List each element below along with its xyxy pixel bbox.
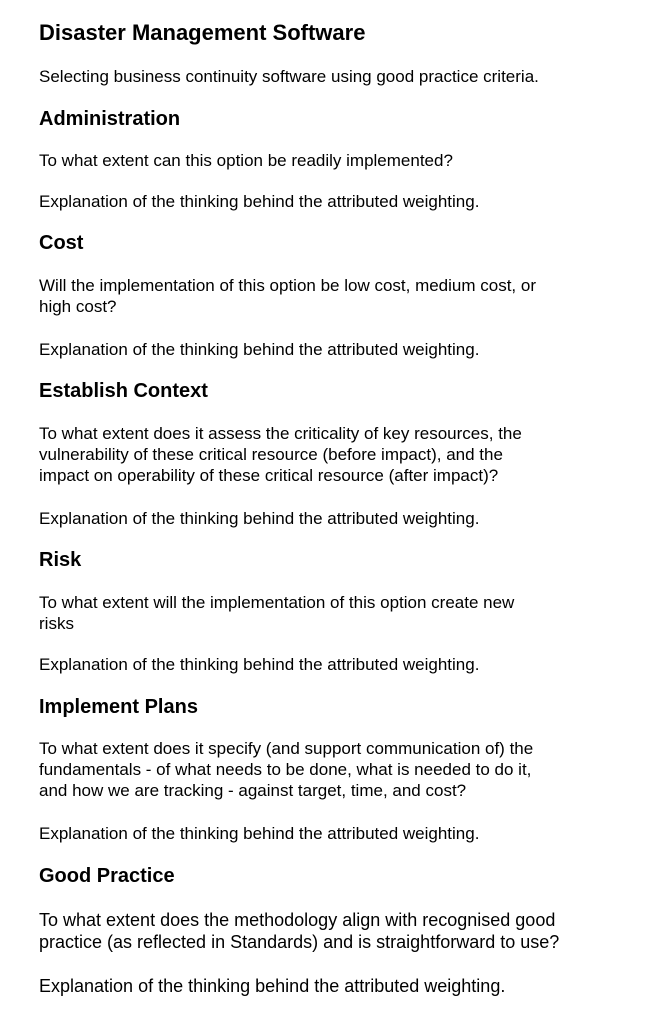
page-title: Disaster Management Software xyxy=(39,20,366,45)
section-heading: Risk xyxy=(39,549,82,571)
section-heading: Administration xyxy=(39,108,181,130)
section-heading: Implement Plans xyxy=(39,696,198,718)
section-explanation: Explanation of the thinking behind the attributed weighting. xyxy=(39,824,480,843)
section-heading: Good Practice xyxy=(39,865,175,887)
section-question: Will the implementation of this option be low cost, medium cost, or high cost? xyxy=(39,276,536,316)
section-explanation: Explanation of the thinking behind the attributed weighting. xyxy=(39,976,506,996)
section-explanation: Explanation of the thinking behind the attributed weighting. xyxy=(39,655,480,674)
section-explanation: Explanation of the thinking behind the attributed weighting. xyxy=(39,509,480,528)
section-explanation: Explanation of the thinking behind the attributed weighting. xyxy=(39,192,480,211)
section-heading: Cost xyxy=(39,232,84,254)
section-explanation: Explanation of the thinking behind the attributed weighting. xyxy=(39,340,480,359)
intro-text: Selecting business continuity software using good practice criteria. xyxy=(39,67,539,86)
section-question: To what extent does it assess the criticality of key resources, the vulnerability of these critical resource (before impact), and the impact on operability of these critical resource (after impact)? xyxy=(39,424,522,485)
section-question: To what extent does it specify (and support communication of) the fundamentals - of what needs to be done, what is needed to do it, and how we are tracking - against target, time, and cost? xyxy=(39,739,534,800)
section-question: To what extent does the methodology align with recognised good practice (as reflected in Standards) and is straightforward to use? xyxy=(39,910,560,952)
section-question: To what extent will the implementation of this option create new risks xyxy=(39,593,515,633)
section-question: To what extent can this option be readily implemented? xyxy=(39,151,453,170)
section-heading: Establish Context xyxy=(39,380,208,402)
